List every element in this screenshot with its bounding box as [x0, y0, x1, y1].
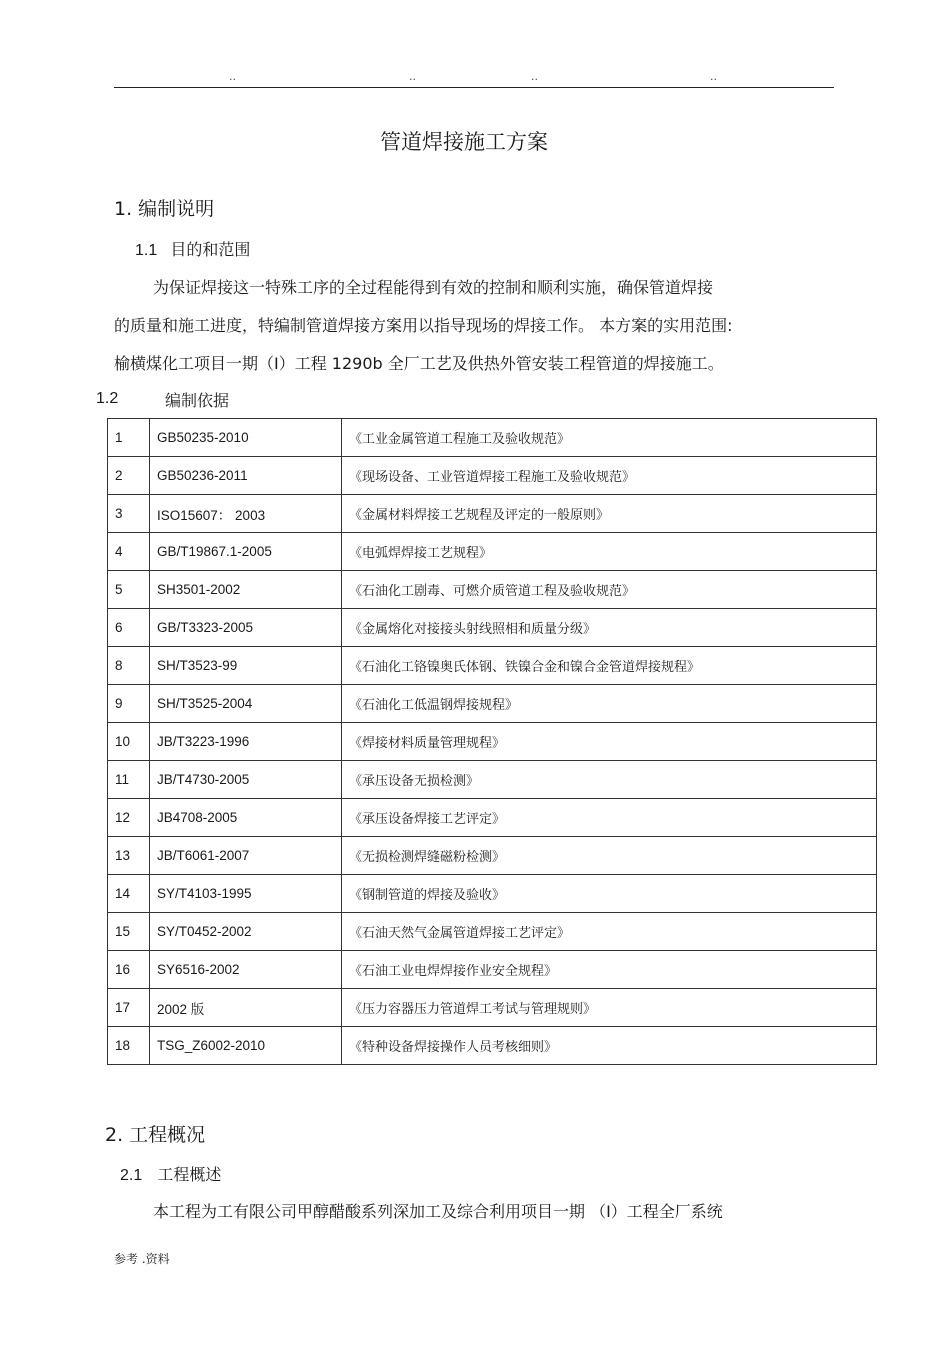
header-dot: .. [710, 70, 717, 83]
standard-code: TSG_Z6002-2010 [150, 1027, 342, 1065]
table-row [108, 723, 877, 761]
row-number: 15 [108, 913, 150, 951]
section-number: 1.2 [96, 390, 119, 407]
row-number: 2 [108, 457, 150, 495]
table-row [108, 609, 877, 647]
standard-title: 《压力容器压力管道焊工考试与管理规则》 [342, 989, 877, 1027]
standard-title: 《焊接材料质量管理规程》 [342, 723, 877, 761]
table-row [108, 875, 877, 913]
section-title: 工程概述 [157, 1165, 222, 1184]
header-rule [114, 87, 834, 88]
standard-title: 《无损检测焊缝磁粉检测》 [342, 837, 877, 875]
standard-title: 《特种设备焊接操作人员考核细则》 [342, 1027, 877, 1065]
row-number: 3 [108, 495, 150, 533]
table-row [108, 685, 877, 723]
standard-code: SY/T4103-1995 [150, 875, 342, 913]
standard-title: 《现场设备、工业管道焊接工程施工及验收规范》 [342, 457, 877, 495]
standard-code: GB50236-2011 [150, 457, 342, 495]
table-row [108, 495, 877, 533]
row-number: 16 [108, 951, 150, 989]
standard-title: 《石油化工剧毒、可燃介质管道工程及验收规范》 [342, 571, 877, 609]
standard-title: 《石油化工铬镍奥氏体钢、铁镍合金和镍合金管道焊接规程》 [342, 647, 877, 685]
row-number: 9 [108, 685, 150, 723]
standard-code: SH/T3523-99 [150, 647, 342, 685]
standard-code: GB50235-2010 [150, 419, 342, 457]
standard-code: ISO15607： 2003 [150, 495, 342, 533]
row-number: 10 [108, 723, 150, 761]
standard-title: 《金属熔化对接接头射线照相和质量分级》 [342, 609, 877, 647]
section-1-heading: 1. 编制说明 [114, 198, 215, 220]
header-dot: .. [409, 70, 416, 83]
standard-code: SY/T0452-2002 [150, 913, 342, 951]
section-1-2-heading [96, 388, 230, 410]
row-number: 18 [108, 1027, 150, 1065]
row-number: 5 [108, 571, 150, 609]
table-row [108, 761, 877, 799]
row-number: 11 [108, 761, 150, 799]
standard-code: JB/T4730-2005 [150, 761, 342, 799]
row-number: 14 [108, 875, 150, 913]
section-title: 目的和范围 [170, 240, 251, 259]
table-row [108, 913, 877, 951]
table-row [108, 989, 877, 1027]
section-1-1-heading [135, 237, 250, 260]
section-number: 2.1 [120, 1167, 143, 1184]
standard-code: JB/T3223-1996 [150, 723, 342, 761]
section-title: 编制依据 [165, 391, 230, 410]
standard-title: 《金属材料焊接工艺规程及评定的一般原则》 [342, 495, 877, 533]
paragraph-line: 的质量和施工进度，特编制管道焊接方案用以指导现场的焊接工作。 本方案的实用范围: [114, 316, 733, 335]
standard-code: JB/T6061-2007 [150, 837, 342, 875]
paragraph-line: 本工程为工有限公司甲醇醋酸系列深加工及综合利用项目一期 （Ⅰ）工程全厂系统 [153, 1202, 723, 1221]
paragraph-line: 为保证焊接这一特殊工序的全过程能得到有效的控制和顺利实施，确保管道焊接 [153, 278, 714, 297]
standard-title: 《承压设备无损检测》 [342, 761, 877, 799]
standard-title: 《钢制管道的焊接及验收》 [342, 875, 877, 913]
table-row [108, 837, 877, 875]
row-number: 13 [108, 837, 150, 875]
table-row [108, 647, 877, 685]
standard-title: 《承压设备焊接工艺评定》 [342, 799, 877, 837]
table-row [108, 951, 877, 989]
table-row [108, 1027, 877, 1065]
table-row [108, 419, 877, 457]
standard-title: 《石油化工低温钢焊接规程》 [342, 685, 877, 723]
header-dot: .. [531, 70, 538, 83]
page-footer: 参考 .资料 [114, 1252, 170, 1266]
header-dot: .. [229, 70, 236, 83]
paragraph-line: 榆横煤化工项目一期（Ⅰ）工程 1290b 全厂工艺及供热外管安装工程管道的焊接施工。 [114, 354, 724, 373]
row-number: 17 [108, 989, 150, 1027]
table-row [108, 533, 877, 571]
standard-title: 《石油天然气金属管道焊接工艺评定》 [342, 913, 877, 951]
section-number: 1.1 [135, 242, 158, 259]
standard-code: GB/T3323-2005 [150, 609, 342, 647]
row-number: 8 [108, 647, 150, 685]
section-2-1-heading [120, 1162, 221, 1185]
row-number: 4 [108, 533, 150, 571]
document-title: 管道焊接施工方案 [380, 130, 548, 154]
standard-code: GB/T19867.1-2005 [150, 533, 342, 571]
table-row [108, 457, 877, 495]
standard-code: JB4708-2005 [150, 799, 342, 837]
standard-title: 《电弧焊焊接工艺规程》 [342, 533, 877, 571]
section-2-heading: 2. 工程概况 [105, 1124, 206, 1146]
row-number: 6 [108, 609, 150, 647]
standard-code: SH/T3525-2004 [150, 685, 342, 723]
standard-code: SY6516-2002 [150, 951, 342, 989]
table-row [108, 799, 877, 837]
standard-title: 《石油工业电焊焊接作业安全规程》 [342, 951, 877, 989]
row-number: 1 [108, 419, 150, 457]
table-row [108, 571, 877, 609]
standard-code: 2002 版 [150, 989, 342, 1027]
row-number: 12 [108, 799, 150, 837]
standard-code: SH3501-2002 [150, 571, 342, 609]
references-table [107, 418, 877, 1065]
standard-title: 《工业金属管道工程施工及验收规范》 [342, 419, 877, 457]
